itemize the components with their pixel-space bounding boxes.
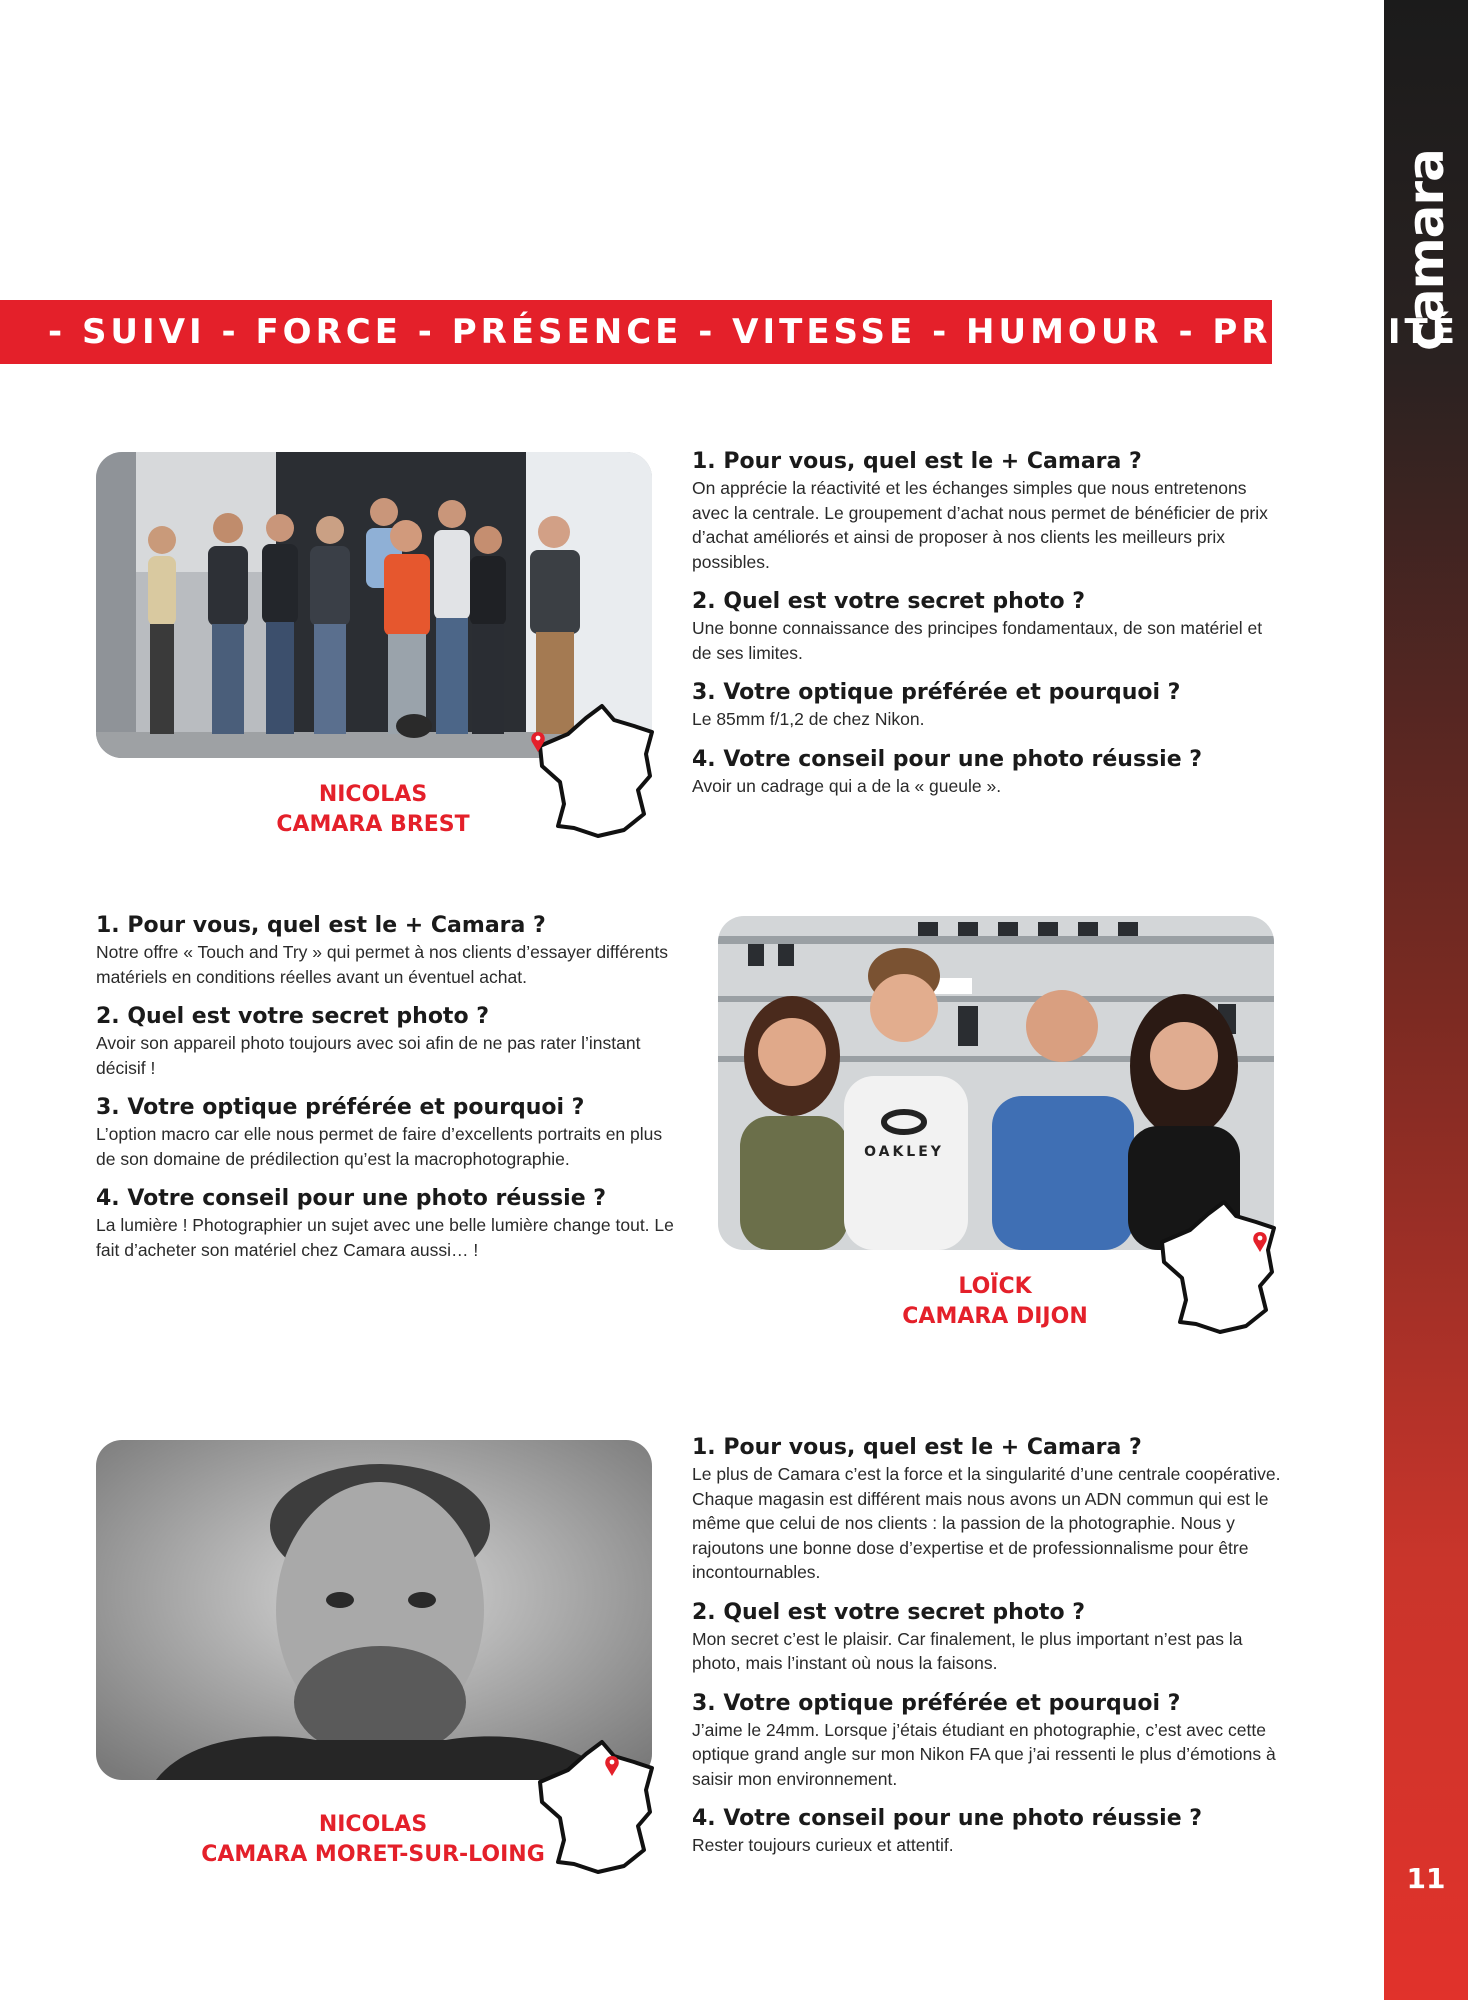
answer: La lumière ! Photographier un sujet avec une belle lumière change tout. Le fait d’acheter son matériel chez Camara aussi… !: [96, 1215, 674, 1260]
question: 4. Votre conseil pour une photo réussie ?: [96, 1186, 607, 1211]
qa-block-dijon: [96, 912, 686, 1276]
question: 4. Votre conseil pour une photo réussie ?: [692, 1806, 1203, 1831]
answer: Le 85mm f/1,2 de chez Nikon.: [692, 709, 925, 729]
france-map-dijon: [1150, 1192, 1300, 1347]
profile-name: NICOLAS: [318, 782, 428, 807]
question: 4. Votre conseil pour une photo réussie ?: [692, 746, 1203, 772]
profile-store: CAMARA BREST: [276, 812, 470, 837]
profile-store: CAMARA MORET-SUR-LOING: [201, 1842, 545, 1867]
profile-store: CAMARA DIJON: [902, 1304, 1088, 1329]
answer: Rester toujours curieux et attentif.: [692, 1835, 954, 1855]
france-map-brest: [528, 696, 672, 851]
answer: On apprécie la réactivité et les échanges simples que nous entretenons avec la centrale. Le groupement d’achat nous permet de bénéficier de prix d’achat améliorés et ainsi de proposer à nos clients les meilleurs prix possibles.: [692, 478, 1268, 572]
answer: Avoir un cadrage qui a de la « gueule ».: [692, 775, 1002, 796]
shirt-logo-text: OAKLEY: [864, 1144, 944, 1160]
question: 2. Quel est votre secret photo ?: [692, 1599, 1085, 1625]
profile-name: LOÏCK: [958, 1274, 1032, 1299]
qa-block-moret: [692, 1434, 1282, 1872]
profile-caption-moret: [180, 1810, 566, 1870]
answer: J’aime le 24mm. Lorsque j’étais étudiant en photographie, c’est avec cette optique grand angle sur mon Nikon FA que j’ai ressenti le plus d’émotions à saisir mon environnement.: [692, 1719, 1276, 1789]
profile-caption-dijon: [860, 1272, 1130, 1332]
answer: Le plus de Camara c’est la force et la singularité d’une centrale coopérative. Chaque magasin est différent mais nous avons un ADN commun qui est le même que celui de nos clients : la passion de la photographie. Nous y rajoutons une bonne dose d’expertise et de professionnalisme pour être incontournables.: [692, 1464, 1281, 1582]
answer: Mon secret c’est le plaisir. Car finalement, le plus important n’est pas la photo, mais l’instant où nous la faisons.: [692, 1628, 1243, 1673]
portrait-photo-moret: [96, 1440, 652, 1780]
question: 3. Votre optique préférée et pourquoi ?: [96, 1095, 585, 1120]
qa-block-brest: [692, 448, 1282, 812]
answer: Une bonne connaissance des principes fondamentaux, de son matériel et de ses limites.: [692, 618, 1263, 663]
question: 3. Votre optique préférée et pourquoi ?: [692, 1690, 1181, 1716]
question: 1. Pour vous, quel est le + Camara ?: [692, 1435, 1142, 1460]
values-banner-text: - SUIVI - FORCE - PRÉSENCE - VITESSE - HUMOUR - PROXIMITÉ: [48, 312, 1459, 352]
profile-caption-brest: [240, 780, 506, 840]
question: 1. Pour vous, quel est le + Camara ?: [96, 913, 546, 938]
question: 2. Quel est votre secret photo ?: [692, 589, 1085, 614]
question: 1. Pour vous, quel est le + Camara ?: [692, 449, 1142, 474]
values-banner: [0, 300, 1459, 364]
profile-name: NICOLAS: [318, 1812, 428, 1837]
answer: Notre offre « Touch and Try » qui permet à nos clients d’essayer différents matériels en conditions réelles avant un éventuel achat.: [96, 942, 668, 987]
question: 3. Votre optique préférée et pourquoi ?: [692, 680, 1181, 705]
page-number: 11: [1406, 1862, 1446, 1895]
brand-logo-text: camara: [1397, 149, 1455, 351]
answer: Avoir son appareil photo toujours avec soi afin de ne pas rater l’instant décisif !: [96, 1033, 641, 1078]
question: 2. Quel est votre secret photo ?: [96, 1004, 489, 1029]
answer: L’option macro car elle nous permet de faire d’excellents portraits en plus de son domaine de prédilection qu’est la macrophotographie.: [96, 1124, 663, 1169]
